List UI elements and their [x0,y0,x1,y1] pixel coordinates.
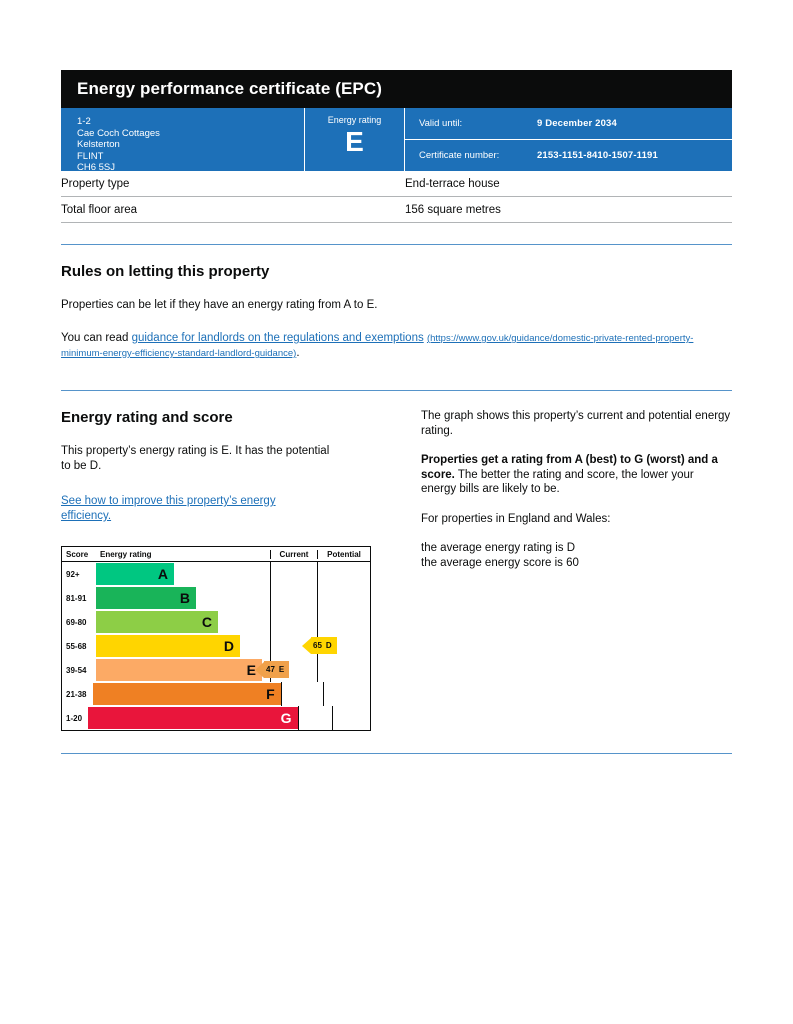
rating-summary: This property’s energy rating is E. It has the potential to be D. [61,445,330,472]
band-letter: B [179,590,190,606]
certificate-number-value: 2153-1151-8410-1507-1191 [537,150,658,161]
certificate-summary-banner [61,108,732,171]
potential-cell [318,658,370,682]
current-cell [298,706,333,730]
graph-band-row [62,706,370,730]
property-type-label: Property type [61,177,130,190]
current-cell [270,610,318,634]
band-bar-cell [93,682,281,706]
total-floor-area-value: 156 square metres [405,203,501,216]
address-line-2: Cae Coch Cottages [77,127,160,139]
section-divider [61,244,732,245]
table-row [61,171,732,197]
average-rating-text: the average energy rating is D [421,542,576,554]
rating-explainer-bold: Properties get a rating from A (best) to G (worst) and a score. [421,454,718,481]
potential-cell [324,682,370,706]
landlord-guidance-url: (https://www.gov.uk/guidance/domestic-private-rented-property-minimum-energy-efficiency-standard-landlord-guidance) [61,333,694,359]
guidance-prefix: You can read [61,332,132,344]
graph-band-row [62,682,370,706]
band-score: 69-80 [66,617,87,627]
band-bar-cell [96,610,270,634]
current-cell [270,562,318,586]
region-intro-text: For properties in England and Wales: [421,512,611,525]
current-letter: E [278,665,285,674]
band-letter: F [266,686,275,702]
band-letter: C [201,614,212,630]
current-score: 47 [266,665,275,674]
rating-right-column [421,391,732,731]
graph-col-potential: Potential [327,549,361,559]
graph-band-row [62,634,370,658]
epc-document [61,70,732,754]
band-letter: G [280,710,292,726]
valid-until-label: Valid until: [419,118,463,129]
potential-letter: D [325,641,332,650]
property-type-value: End-terrace house [405,177,500,190]
band-score: 21-38 [66,689,87,699]
potential-cell [313,634,370,658]
potential-score: 65 [313,641,322,650]
valid-until-row [405,108,732,140]
property-address [61,108,305,171]
bottom-divider [61,753,732,754]
rating-explainer-rest: The better the rating and score, the lower your energy bills are likely to be. [421,468,694,495]
document-title-bar [61,70,732,108]
improve-efficiency-link[interactable]: See how to improve this property’s energy efficiency. [61,495,276,522]
band-score: 55-68 [66,641,87,651]
band-bar-e [96,659,262,681]
graph-intro-text: The graph shows this property’s current and potential energy rating. [421,410,731,437]
band-bar-f [93,683,281,705]
marker-arrow-icon [255,662,264,678]
energy-rating-letter: E [345,126,364,157]
rating-explainer-text [421,453,732,497]
current-cell [270,586,318,610]
band-bar-cell [96,562,270,586]
address-line-1: 1-2 [77,116,91,127]
graph-band-row [62,610,370,634]
graph-header-row [62,547,370,562]
graph-band-row [62,658,370,682]
rating-heading: Energy rating and score [61,409,233,426]
current-marker-body [264,661,289,678]
letting-heading: Rules on letting this property [61,263,270,280]
address-line-5: CH6 5SJ [77,162,116,173]
potential-score-marker [302,637,337,654]
band-score: 1-20 [66,713,83,723]
energy-rating-label: Energy rating [327,115,382,125]
band-letter: E [246,662,256,678]
band-bar-cell [96,658,270,682]
potential-cell [318,610,370,634]
certificate-meta [405,108,732,171]
band-score: 92+ [66,569,80,579]
potential-cell [318,586,370,610]
graph-col-current: Current [271,550,318,559]
certificate-number-row [405,140,732,171]
band-score: 81-91 [66,593,87,603]
potential-cell [318,562,370,586]
potential-cell [333,706,370,730]
valid-until-value: 9 December 2034 [537,118,617,129]
band-bar-a [96,563,174,585]
current-cell [266,658,318,682]
graph-band-row [62,586,370,610]
rating-left-column [61,391,421,731]
page-title: Energy performance certificate (EPC) [77,79,382,98]
epc-rating-graph [61,546,371,731]
graph-col-score: Score [66,549,89,559]
graph-band-row [62,562,370,586]
band-bar-cell [96,634,270,658]
graph-col-energy-rating: Energy rating [96,550,271,559]
letting-paragraph: Properties can be let if they have an energy rating from A to E. [61,299,378,311]
band-bar-cell [88,706,298,730]
band-bar-cell [96,586,270,610]
property-details-table [61,171,732,223]
band-letter: A [157,566,168,582]
certificate-number-label: Certificate number: [419,150,500,161]
letting-guidance-paragraph [61,331,732,361]
potential-marker-body [311,637,337,654]
current-cell [281,682,324,706]
marker-arrow-icon [302,638,311,654]
energy-rating-badge [305,108,405,171]
guidance-suffix: . [296,347,300,359]
total-floor-area-label: Total floor area [61,203,138,216]
table-row [61,197,732,223]
band-letter: D [223,638,234,654]
address-line-3: Kelsterton [77,139,120,150]
band-bar-g [88,707,298,729]
band-score: 39-54 [66,665,87,675]
graph-bands [62,562,370,730]
energy-rating-section [61,391,732,731]
band-bar-d [96,635,240,657]
band-bar-c [96,611,218,633]
current-score-marker [255,661,289,678]
address-line-4: FLINT [77,150,104,162]
landlord-guidance-link[interactable]: guidance for landlords on the regulations and exemptions [131,332,424,344]
band-bar-b [96,587,196,609]
average-score-text: the average energy score is 60 [421,556,579,569]
